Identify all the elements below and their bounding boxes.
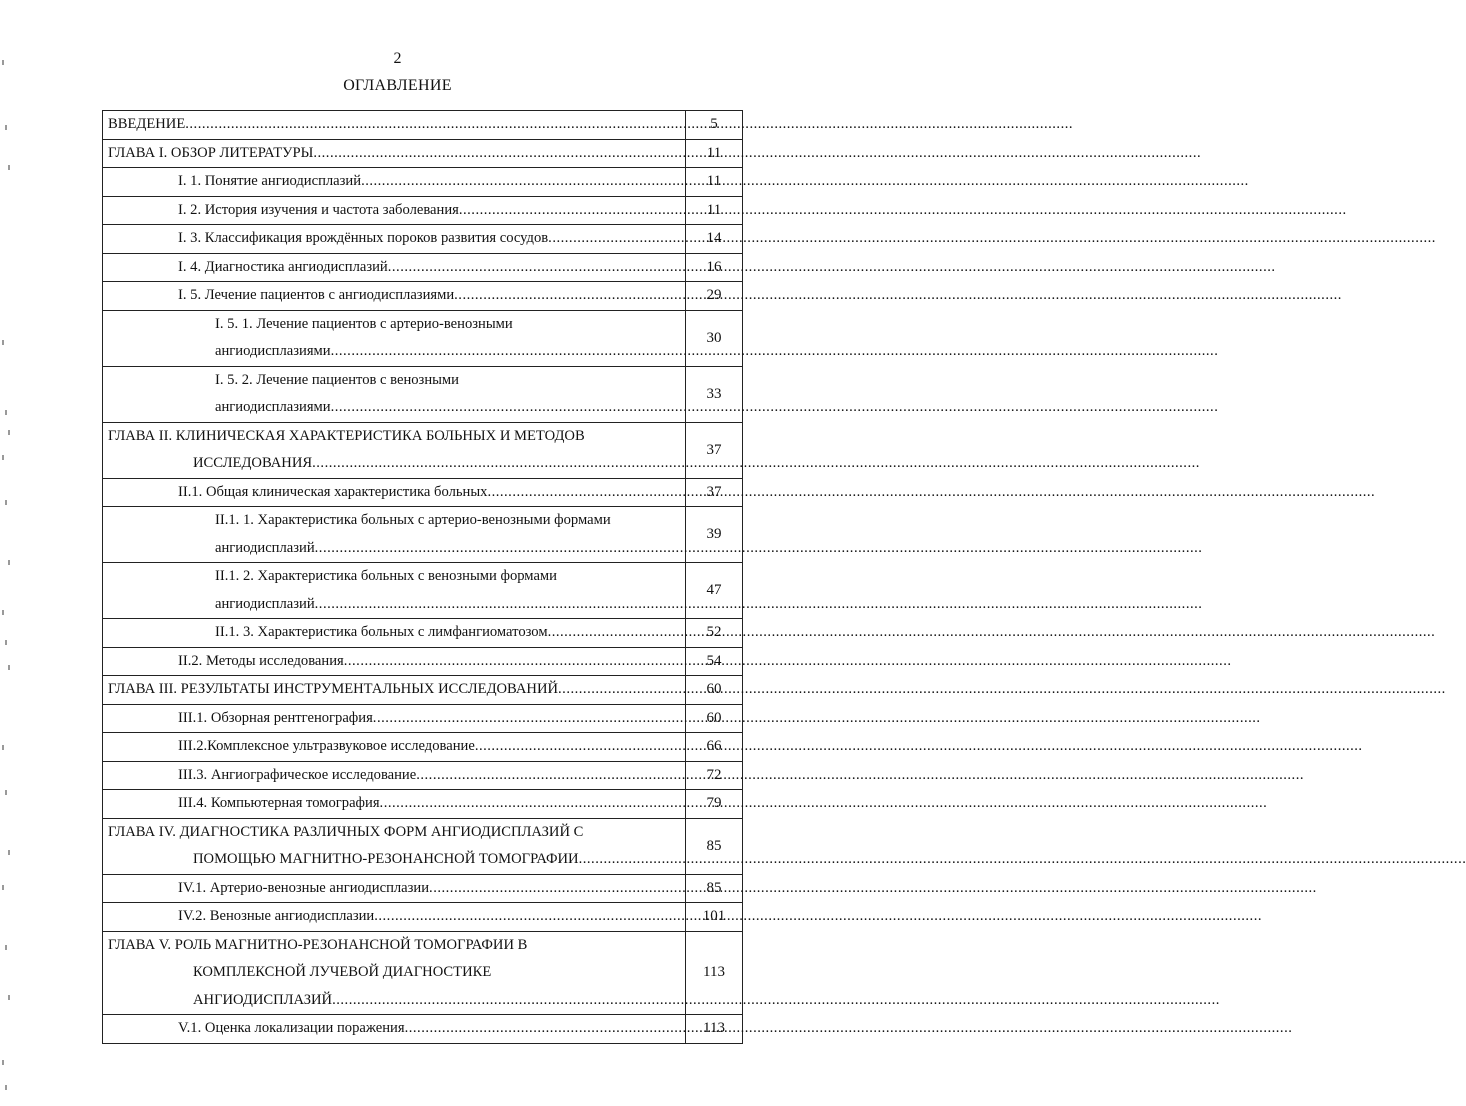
toc-entry-text: I. 1. Понятие ангиодисплазий [178, 173, 362, 189]
dot-leader [312, 450, 1200, 478]
toc-entry-page: 5 [686, 111, 743, 140]
toc-entry-page: 37 [686, 478, 743, 507]
toc-entry-page: 66 [686, 733, 743, 762]
scan-speck [2, 455, 4, 460]
page-number: 2 [393, 50, 402, 67]
toc-entry-page: 60 [686, 704, 743, 733]
toc-entry-title [103, 366, 686, 422]
toc-row [103, 647, 743, 676]
toc-entry-title [103, 619, 686, 648]
toc-entry-text: КОМПЛЕКСНОЙ ЛУЧЕВОЙ ДИАГНОСТИКЕ [193, 964, 492, 980]
toc-row [103, 733, 743, 762]
toc-entry-title [103, 647, 686, 676]
toc-row [103, 704, 743, 733]
toc-entry-title [103, 196, 686, 225]
toc-entry-text: I. 2. История изучения и частота заболевания [178, 201, 459, 218]
toc-entry-page: 47 [686, 563, 743, 619]
toc-row [103, 253, 743, 282]
toc-entry-text: I. 3. Классификация врождённых пороков развития сосудов [178, 230, 549, 246]
toc-entry-text: ангиодисплазий [215, 539, 315, 556]
toc-entry-line [103, 959, 685, 987]
dot-leader [548, 619, 1436, 647]
toc-entry-text: II.1. Общая клиническая характеристика больных [178, 483, 488, 500]
toc-entry-line [103, 338, 685, 366]
toc-entry-page: 79 [686, 790, 743, 819]
toc-entry-text: II.1. 1. Характеристика больных с артерио-венозными формами [215, 512, 611, 528]
toc-entry-line [103, 705, 685, 733]
toc-entry-line [103, 394, 685, 422]
toc-entry-line [103, 111, 685, 139]
toc-entry-text: III.4. Компьютерная томография [178, 795, 380, 811]
toc-row [103, 168, 743, 197]
scan-speck [8, 430, 10, 435]
toc-entry-page: 54 [686, 647, 743, 676]
toc-row [103, 903, 743, 932]
toc-entry-text: II.2. Методы исследования [178, 652, 344, 669]
dot-leader [405, 1015, 1293, 1043]
toc-entry-page: 14 [686, 225, 743, 254]
scan-speck [8, 165, 10, 170]
toc-entry-text: ПОМОЩЬЮ МАГНИТНО-РЕЗОНАНСНОЙ ТОМОГРАФИИ [193, 851, 579, 867]
toc-entry-line [103, 648, 685, 676]
toc-entry-text: ГЛАВА I. ОБЗОР ЛИТЕРАТУРЫ [108, 144, 314, 161]
toc-entry-line [103, 563, 685, 591]
toc-entry-page: 29 [686, 282, 743, 311]
scan-speck [5, 410, 7, 415]
scan-margin-specks [2, 0, 16, 1106]
table-of-contents [102, 110, 743, 1044]
toc-entry-text: II.1. 2. Характеристика больных с венозными формами [215, 568, 557, 584]
toc-row [103, 761, 743, 790]
toc-entry-text: IV.2. Венозные ангиодисплазии [178, 908, 375, 924]
toc-entry-title [103, 903, 686, 932]
scan-speck [8, 850, 10, 855]
toc-entry-line [103, 140, 685, 168]
toc-row [103, 507, 743, 563]
dot-leader [429, 875, 1317, 903]
toc-entry-title [103, 733, 686, 762]
toc-entry-text: ангиодисплазий [215, 595, 315, 612]
toc-row [103, 139, 743, 168]
scan-speck [2, 745, 4, 750]
dot-leader [374, 903, 1262, 931]
scan-speck [2, 1060, 4, 1065]
toc-entry-text: III.1. Обзорная рентгенография [178, 709, 373, 726]
toc-entry-line [103, 479, 685, 507]
dot-leader [361, 168, 1249, 196]
toc-entry-line [103, 254, 685, 282]
page-title: ОГЛАВЛЕНИЕ [343, 77, 452, 94]
scan-speck [5, 500, 7, 505]
dot-leader [331, 338, 1219, 366]
toc-entry-line [103, 591, 685, 619]
dot-leader [388, 254, 1276, 282]
toc-row [103, 619, 743, 648]
toc-entry-page: 52 [686, 619, 743, 648]
toc-row [103, 790, 743, 819]
toc-row [103, 366, 743, 422]
toc-entry-page: 33 [686, 366, 743, 422]
dot-leader [313, 140, 1201, 168]
toc-entry-title [103, 931, 686, 1015]
toc-entry-page: 72 [686, 761, 743, 790]
dot-leader [548, 225, 1436, 253]
toc-entry-title [103, 761, 686, 790]
toc-entry-page: 85 [686, 874, 743, 903]
toc-entry-text: ангиодисплазиями [215, 399, 331, 415]
toc-row [103, 282, 743, 311]
scan-speck [5, 640, 7, 645]
toc-entry-title [103, 790, 686, 819]
dot-leader [558, 676, 1446, 704]
scan-speck [5, 1085, 7, 1090]
toc-entry-text: III.2.Комплексное ультразвуковое исследование [178, 738, 475, 754]
toc-entry-page: 113 [686, 931, 743, 1015]
dot-leader [416, 762, 1304, 790]
toc-row [103, 196, 743, 225]
toc-entry-text: ГЛАВА IV. ДИАГНОСТИКА РАЗЛИЧНЫХ ФОРМ АНГИОДИСПЛАЗИЙ С [108, 823, 584, 840]
toc-entry-title [103, 507, 686, 563]
scan-speck [8, 995, 10, 1000]
toc-entry-page: 101 [686, 903, 743, 932]
toc-entry-title [103, 478, 686, 507]
toc-entry-line [103, 423, 685, 451]
toc-entry-line [103, 311, 685, 339]
toc-entry-title [103, 111, 686, 140]
toc-entry-page: 37 [686, 422, 743, 478]
toc-entry-title [103, 818, 686, 874]
toc-entry-page: 16 [686, 253, 743, 282]
scan-speck [2, 885, 4, 890]
dot-leader [454, 282, 1342, 310]
dot-leader [315, 535, 1203, 563]
toc-entry-text: I. 5. 2. Лечение пациентов с венозными [215, 371, 459, 388]
toc-entry-title [103, 253, 686, 282]
scan-speck [8, 560, 10, 565]
toc-entry-line [103, 932, 685, 960]
toc-entry-line [103, 619, 685, 647]
toc-entry-title [103, 282, 686, 311]
dot-leader [331, 394, 1219, 422]
toc-entry-text: I. 5. Лечение пациентов с ангиодисплазиями [178, 287, 455, 303]
toc-entry-page: 85 [686, 818, 743, 874]
toc-entry-page: 60 [686, 676, 743, 705]
dot-leader [459, 197, 1347, 225]
toc-row [103, 478, 743, 507]
toc-entry-text: АНГИОДИСПЛАЗИЙ [193, 991, 333, 1008]
toc-entry-page: 11 [686, 139, 743, 168]
dot-leader [487, 479, 1375, 507]
toc-entry-page: 30 [686, 310, 743, 366]
toc-entry-line [103, 367, 685, 395]
toc-entry-text: V.1. Оценка локализации поражения [178, 1020, 405, 1036]
toc-row [103, 422, 743, 478]
toc-entry-text: I. 5. 1. Лечение пациентов с артерио-венозными [215, 315, 513, 332]
toc-entry-page: 39 [686, 507, 743, 563]
toc-entry-text: ВВЕДЕНИЕ [108, 116, 186, 132]
scan-speck [2, 610, 4, 615]
toc-row [103, 818, 743, 874]
dot-leader [315, 591, 1203, 619]
toc-entry-line [103, 168, 685, 196]
toc-entry-page: 113 [686, 1015, 743, 1044]
dot-leader [380, 790, 1268, 818]
toc-row [103, 111, 743, 140]
toc-entry-text: IV.1. Артерио-венозные ангиодисплазии [178, 879, 430, 896]
toc-entry-title [103, 704, 686, 733]
toc-entry-line [103, 819, 685, 847]
dot-leader [332, 987, 1220, 1015]
toc-row [103, 1015, 743, 1044]
toc-entry-text: II.1. 3. Характеристика больных с лимфангиоматозом [215, 624, 548, 640]
scan-speck [2, 340, 4, 345]
toc-entry-title [103, 310, 686, 366]
dot-leader [475, 733, 1363, 761]
toc-entry-page: 11 [686, 168, 743, 197]
dot-leader [373, 705, 1261, 733]
toc-entry-title [103, 874, 686, 903]
toc-entry-line [103, 535, 685, 563]
toc-row [103, 310, 743, 366]
toc-entry-line [103, 987, 685, 1015]
toc-entry-title [103, 1015, 686, 1044]
toc-entry-title [103, 676, 686, 705]
toc-entry-page: 11 [686, 196, 743, 225]
toc-entry-line [103, 875, 685, 903]
toc-entry-line [103, 733, 685, 761]
toc-entry-text: III.3. Ангиографическое исследование [178, 766, 417, 783]
toc-entry-line [103, 507, 685, 535]
toc-entry-line [103, 282, 685, 310]
toc-row [103, 931, 743, 1015]
toc-entry-line [103, 197, 685, 225]
toc-row [103, 874, 743, 903]
scan-speck [5, 790, 7, 795]
toc-entry-title [103, 139, 686, 168]
toc-entry-line [103, 1015, 685, 1043]
toc-entry-line [103, 762, 685, 790]
toc-row [103, 225, 743, 254]
toc-entry-text: ангиодисплазиями [215, 343, 331, 359]
toc-entry-title [103, 225, 686, 254]
scan-speck [5, 945, 7, 950]
dot-leader [344, 648, 1232, 676]
toc-entry-line [103, 450, 685, 478]
toc-entry-title [103, 563, 686, 619]
toc-entry-text: ГЛАВА V. РОЛЬ МАГНИТНО-РЕЗОНАНСНОЙ ТОМОГРАФИИ В [108, 936, 528, 953]
toc-entry-line [103, 676, 685, 704]
toc-entry-line [103, 225, 685, 253]
scan-speck [8, 665, 10, 670]
toc-entry-text: ГЛАВА II. КЛИНИЧЕСКАЯ ХАРАКТЕРИСТИКА БОЛЬНЫХ И МЕТОДОВ [108, 427, 585, 444]
toc-entry-line [103, 846, 685, 874]
toc-entry-text: ИССЛЕДОВАНИЯ [193, 455, 313, 471]
scan-speck [5, 125, 7, 130]
toc-entry-line [103, 903, 685, 931]
toc-entry-title [103, 168, 686, 197]
toc-entry-text: I. 4. Диагностика ангиодисплазий [178, 258, 388, 275]
toc-row [103, 676, 743, 705]
dot-leader [185, 111, 1073, 139]
toc-row [103, 563, 743, 619]
toc-entry-line [103, 790, 685, 818]
toc-entry-title [103, 422, 686, 478]
toc-entry-text: ГЛАВА III. РЕЗУЛЬТАТЫ ИНСТРУМЕНТАЛЬНЫХ ИССЛЕДОВАНИЙ [108, 681, 559, 697]
toc-body [103, 111, 743, 1044]
